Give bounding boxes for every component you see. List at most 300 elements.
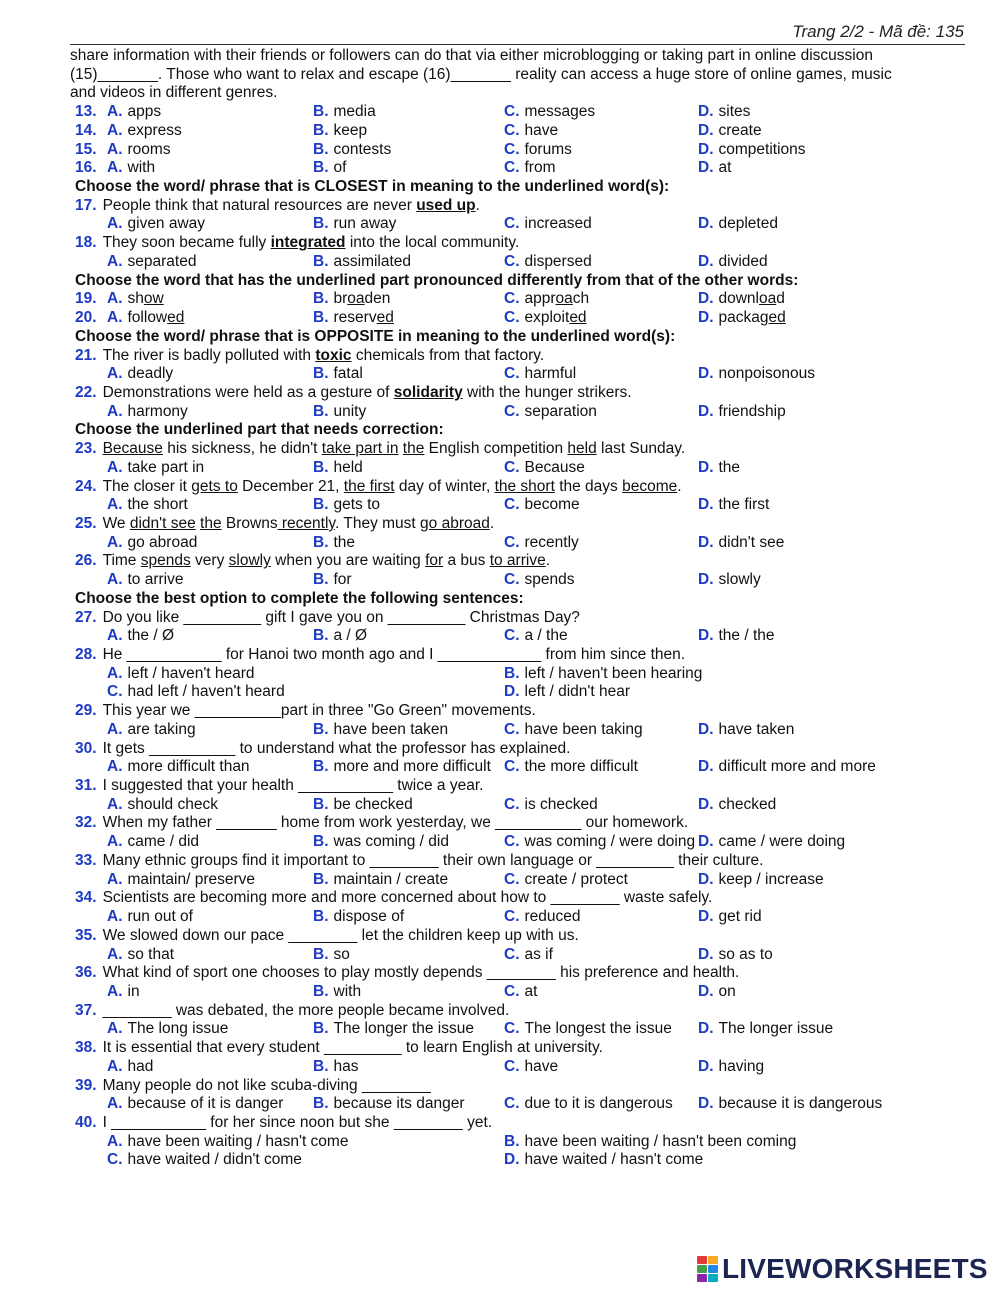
option-letter: A. <box>107 103 123 121</box>
option-letter: A. <box>107 290 123 308</box>
answer-option-b <box>504 665 702 684</box>
answer-option-d <box>698 103 750 122</box>
answer-option-a <box>107 290 313 309</box>
underlined-text: for <box>425 552 444 570</box>
answer-option-c <box>504 290 698 309</box>
option-letter: A. <box>107 627 123 645</box>
stem-text: . <box>545 552 551 570</box>
answer-option-b <box>313 871 504 890</box>
answer-option-c <box>107 683 504 702</box>
option-text: should check <box>127 795 218 813</box>
section-heading: Choose the best option to complete the following sentences: <box>75 589 524 607</box>
option-letter: C. <box>107 683 123 701</box>
answer-option-b <box>313 1020 504 1039</box>
option-letter: D. <box>698 121 714 139</box>
option-letter: D. <box>504 683 520 701</box>
section-heading: Choose the word/ phrase that is CLOSEST in meaning to the underlined word(s): <box>75 178 670 196</box>
option-letter: C. <box>504 908 520 926</box>
option-text: separation <box>524 402 597 420</box>
options-row <box>70 365 990 384</box>
key-term: integrated <box>270 234 346 252</box>
answer-option-a <box>107 1058 313 1077</box>
options-row <box>70 1020 990 1039</box>
options-row <box>70 796 990 815</box>
stem-text: chemicals from that factory. <box>351 346 545 364</box>
answer-option-d <box>698 833 845 852</box>
option-letter: A. <box>107 496 123 514</box>
option-text: keep / increase <box>718 870 824 888</box>
option-text: harmony <box>127 402 188 420</box>
options-row <box>70 665 990 684</box>
answer-option-d <box>504 1151 703 1170</box>
answer-option-c <box>504 721 698 740</box>
question-row <box>70 1114 990 1133</box>
option-letter: A. <box>107 252 123 270</box>
option-letter: B. <box>313 533 329 551</box>
option-text: came / were doing <box>718 833 846 851</box>
option-text: for <box>333 571 352 589</box>
underlined-text: recently <box>277 514 336 532</box>
option-letter: C. <box>504 1095 520 1113</box>
stem-text: day of winter, <box>394 477 495 495</box>
option-letter: A. <box>107 758 123 776</box>
logo-text: LIVEWORKSHEETS <box>722 1253 988 1284</box>
option-text-part: reserv <box>333 309 377 327</box>
question-row <box>70 1002 990 1021</box>
liveworksheets-logo[interactable] <box>697 1253 988 1285</box>
option-text: a / Ø <box>333 627 368 645</box>
question-number: 16. <box>75 159 97 177</box>
option-text: have <box>524 121 559 139</box>
stem-text: . <box>475 196 480 214</box>
option-text: have waited / hasn't come <box>524 1151 704 1169</box>
underlined-text: didn't see <box>129 514 196 532</box>
options-row <box>70 946 990 965</box>
option-text: create / protect <box>524 870 628 888</box>
answer-option-a <box>107 103 313 122</box>
option-text: because its danger <box>333 1095 465 1113</box>
answer-option-d <box>698 496 769 515</box>
answer-option-b <box>313 758 504 777</box>
answer-option-d <box>698 1095 882 1114</box>
option-text: contests <box>333 140 392 158</box>
option-text: of <box>333 159 347 177</box>
answer-option-b <box>313 365 504 384</box>
question-row <box>70 384 990 403</box>
answer-option-a <box>107 365 313 384</box>
option-letter: B. <box>313 627 329 645</box>
options-row <box>70 496 990 515</box>
option-text-part: d <box>776 290 785 308</box>
option-letter: D. <box>698 365 714 383</box>
stem-text: Many people do not like scuba-diving ________ <box>102 1076 431 1094</box>
underlined-text: the short <box>494 477 555 495</box>
underlined-text: ed <box>569 309 587 327</box>
answer-option-a <box>107 1020 313 1039</box>
answer-option-c <box>504 627 698 646</box>
stem-text: The river is badly polluted with <box>102 346 316 364</box>
answer-option-c <box>504 459 698 478</box>
option-letter: A. <box>107 664 123 682</box>
question-number: 23. <box>75 440 97 458</box>
option-text: maintain/ preserve <box>127 870 256 888</box>
answer-option-c <box>504 946 698 965</box>
question-row <box>70 1077 990 1096</box>
underlined-text: ed <box>376 309 394 327</box>
stem-text: What kind of sport one chooses to play mostly depends ________ his preference and health. <box>102 964 740 982</box>
answer-option-a <box>107 215 313 234</box>
option-letter: D. <box>698 290 714 308</box>
question-number: 13. <box>75 103 97 121</box>
option-letter: A. <box>107 870 123 888</box>
option-text: left / haven't been hearing <box>524 664 703 682</box>
option-text: had left / haven't heard <box>127 683 285 701</box>
option-text: deadly <box>127 365 174 383</box>
option-text: competitions <box>718 140 806 158</box>
answer-option-a <box>107 534 313 553</box>
option-text: due to it is dangerous <box>524 1095 673 1113</box>
answer-option-b <box>313 946 504 965</box>
answer-option-b <box>313 122 504 141</box>
option-letter: D. <box>698 720 714 738</box>
option-letter: D. <box>698 571 714 589</box>
option-letter: D. <box>698 215 714 233</box>
option-text-part: ch <box>572 290 590 308</box>
question-stem <box>103 777 484 794</box>
answer-option-b <box>504 1133 796 1152</box>
question-stem <box>103 852 764 869</box>
question-row <box>70 814 990 833</box>
option-text-part: br <box>333 290 348 308</box>
worksheet-content <box>70 47 990 1170</box>
option-text: the <box>333 533 356 551</box>
options-row <box>70 309 990 328</box>
stem-text: They soon became fully <box>102 234 271 252</box>
option-text: at <box>718 159 732 177</box>
option-text: unity <box>333 402 367 420</box>
options-row <box>70 403 990 422</box>
option-letter: C. <box>504 458 520 476</box>
answer-option-c <box>504 983 698 1002</box>
option-text: nonpoisonous <box>718 365 816 383</box>
question-row <box>70 234 990 253</box>
question-number: 19. <box>75 290 97 308</box>
stem-text: We <box>102 514 130 532</box>
option-text: the <box>718 458 741 476</box>
option-text: had <box>127 1057 154 1075</box>
answer-option-a <box>107 758 313 777</box>
options-row <box>70 833 990 852</box>
stem-text: into the local community. <box>345 234 520 252</box>
option-text <box>525 290 590 307</box>
option-text: recently <box>524 533 579 551</box>
option-text: are taking <box>127 720 196 738</box>
option-text: gets to <box>333 496 381 514</box>
answer-option-a <box>107 721 313 740</box>
question-stem <box>103 234 520 251</box>
stem-text: with the hunger strikers. <box>462 383 632 401</box>
option-text: go abroad <box>127 533 198 551</box>
answer-option-c <box>504 908 698 927</box>
answer-option-b <box>313 290 504 309</box>
underlined-text: take part in <box>321 440 399 458</box>
stem-text: People think that natural resources are never <box>102 196 417 214</box>
option-text <box>719 309 786 326</box>
option-text: have waited / didn't come <box>127 1151 302 1169</box>
option-letter: B. <box>313 309 329 327</box>
option-letter: D. <box>698 795 714 813</box>
option-letter: B. <box>313 252 329 270</box>
answer-option-c <box>504 1020 698 1039</box>
answer-option-d <box>698 290 785 309</box>
answer-option-b <box>313 159 504 178</box>
option-text: the short <box>127 496 188 514</box>
underlined-text: Because <box>102 440 163 458</box>
option-letter: C. <box>504 627 520 645</box>
answer-option-a <box>107 833 313 852</box>
answer-option-a <box>107 309 313 328</box>
question-row <box>70 777 990 796</box>
answer-option-d <box>698 365 815 384</box>
option-text: The long issue <box>127 1020 229 1038</box>
question-row <box>70 646 990 665</box>
question-row <box>70 927 990 946</box>
option-text: with <box>333 982 362 1000</box>
option-letter: C. <box>504 309 520 327</box>
option-text: the first <box>718 496 770 514</box>
option-text-part: follow <box>127 309 168 327</box>
option-text <box>719 290 785 307</box>
question-stem <box>103 964 740 981</box>
answer-option-b <box>313 627 504 646</box>
question-number: 34. <box>75 889 97 907</box>
options-row <box>70 721 990 740</box>
option-letter: C. <box>504 103 520 121</box>
option-text: dispose of <box>333 908 405 926</box>
options-row <box>70 983 990 1002</box>
option-letter: A. <box>107 140 123 158</box>
key-term: used up <box>416 196 476 214</box>
option-letter: D. <box>698 402 714 420</box>
answer-option-d <box>698 309 786 328</box>
question-row <box>70 478 990 497</box>
answer-option-b <box>313 796 504 815</box>
answer-option-a <box>107 403 313 422</box>
answer-option-d <box>698 1058 764 1077</box>
option-letter: D. <box>698 1020 714 1038</box>
options-row <box>70 534 990 553</box>
options-row <box>70 627 990 646</box>
answer-option-d <box>698 122 762 141</box>
answer-option-b <box>313 1058 504 1077</box>
answer-option-d <box>698 627 775 646</box>
option-letter: D. <box>698 870 714 888</box>
answer-option-d <box>698 796 776 815</box>
option-text: media <box>333 103 376 121</box>
answer-option-d <box>698 908 762 927</box>
stem-text: when you are waiting <box>270 552 426 570</box>
option-letter: A. <box>107 945 123 963</box>
option-letter: B. <box>313 1057 329 1075</box>
option-text: at <box>524 982 538 1000</box>
answer-option-b <box>313 496 504 515</box>
answer-option-a <box>107 571 313 590</box>
option-text: have been taken <box>333 720 449 738</box>
option-letter: D. <box>698 496 714 514</box>
option-text-part: appr <box>524 290 556 308</box>
option-letter: A. <box>107 1132 123 1150</box>
answer-option-a <box>107 1133 504 1152</box>
stem-text: the days <box>554 477 623 495</box>
option-letter: A. <box>107 1057 123 1075</box>
question-number: 20. <box>75 309 97 327</box>
stem-text: Do you like _________ gift I gave you on _________ Christmas Day? <box>102 608 580 626</box>
option-text: have been taking <box>524 720 643 738</box>
option-letter: C. <box>504 720 520 738</box>
option-text: the / the <box>718 627 775 645</box>
option-letter: B. <box>313 945 329 963</box>
option-letter: A. <box>107 309 123 327</box>
stem-text: last Sunday. <box>596 440 686 458</box>
stem-text: Demonstrations were held as a gesture of <box>102 383 394 401</box>
option-letter: C. <box>504 1057 520 1075</box>
option-letter: A. <box>107 908 123 926</box>
answer-option-a <box>107 627 313 646</box>
option-text: The longest the issue <box>524 1020 672 1038</box>
answer-option-b <box>313 1095 504 1114</box>
answer-option-d <box>698 571 761 590</box>
option-letter: C. <box>504 982 520 1000</box>
option-letter: C. <box>504 215 520 233</box>
option-letter: D. <box>698 1057 714 1075</box>
option-letter: D. <box>698 159 714 177</box>
answer-option-d <box>698 758 876 777</box>
key-term: toxic <box>315 346 352 364</box>
option-letter: B. <box>313 215 329 233</box>
section-heading: Choose the word that has the underlined part pronounced differently from that of the other words: <box>75 271 799 289</box>
option-letter: C. <box>504 833 520 851</box>
question-row <box>70 964 990 983</box>
question-number: 32. <box>75 814 97 832</box>
underlined-text: go abroad <box>420 514 490 532</box>
option-text: have <box>524 1057 559 1075</box>
option-text: the more difficult <box>524 758 638 776</box>
option-letter: B. <box>313 496 329 514</box>
answer-option-c <box>504 253 698 272</box>
answer-option-a <box>107 665 504 684</box>
answer-option-b <box>313 571 504 590</box>
question-number: 18. <box>75 234 97 252</box>
option-letter: B. <box>313 1020 329 1038</box>
logo-icon <box>697 1256 718 1282</box>
option-text: have been waiting / hasn't come <box>127 1132 349 1150</box>
option-text: be checked <box>333 795 413 813</box>
question-row <box>70 440 990 459</box>
answer-option-d <box>698 946 773 965</box>
question-row <box>70 347 990 366</box>
option-letter: C. <box>504 121 520 139</box>
option-letter: A. <box>107 402 123 420</box>
option-letter: B. <box>313 159 329 177</box>
option-text: dispersed <box>524 252 592 270</box>
option-letter: A. <box>107 833 123 851</box>
answer-option-c <box>504 159 698 178</box>
options-row <box>70 159 990 178</box>
question-number: 39. <box>75 1076 97 1094</box>
option-text: keep <box>333 121 368 139</box>
option-letter: A. <box>107 458 123 476</box>
option-text: a / the <box>524 627 568 645</box>
option-letter: C. <box>504 365 520 383</box>
answer-option-c <box>504 1058 698 1077</box>
section-heading: Choose the word/ phrase that is OPPOSITE in meaning to the underlined word(s): <box>75 327 676 345</box>
option-text: so as to <box>718 945 773 963</box>
option-letter: B. <box>313 290 329 308</box>
option-text: more and more difficult <box>333 758 491 776</box>
passage-line: share information with their friends or followers can do that via either microblogging or taking part in online discussion <box>70 47 873 64</box>
question-number: 36. <box>75 964 97 982</box>
underlined-text: ed <box>167 309 185 327</box>
option-text <box>525 309 587 326</box>
answer-option-a <box>107 983 313 1002</box>
underlined-text: ow <box>143 290 164 308</box>
question-number: 25. <box>75 514 97 532</box>
stem-text: He ___________ for Hanoi two month ago and I ____________ from him since then. <box>102 646 686 663</box>
option-letter: D. <box>698 533 714 551</box>
option-text: checked <box>718 795 777 813</box>
option-letter: A. <box>107 982 123 1000</box>
stem-text: We slowed down our pace ________ let the children keep up with us. <box>102 926 579 944</box>
option-letter: B. <box>313 982 329 1000</box>
option-text: run out of <box>127 908 193 926</box>
answer-option-c <box>504 122 698 141</box>
answer-option-a <box>107 122 313 141</box>
option-letter: C. <box>504 496 520 514</box>
stem-text: . They must <box>335 514 421 532</box>
option-text: become <box>524 496 580 514</box>
question-stem <box>103 1002 510 1019</box>
option-letter: C. <box>504 795 520 813</box>
underlined-text: the <box>200 514 222 532</box>
stem-text: a bus <box>443 552 490 570</box>
answer-option-c <box>504 534 698 553</box>
question-stem <box>103 347 545 364</box>
underlined-text: oa <box>759 290 777 308</box>
option-letter: C. <box>504 290 520 308</box>
underlined-text: oa <box>555 290 573 308</box>
answer-option-a <box>107 946 313 965</box>
question-stem <box>103 814 689 831</box>
option-letter: D. <box>698 103 714 121</box>
options-row <box>70 908 990 927</box>
options-row <box>70 290 990 309</box>
option-text: left / didn't hear <box>524 683 630 701</box>
option-letter: C. <box>504 533 520 551</box>
answer-option-c <box>504 141 698 160</box>
answer-option-d <box>698 215 778 234</box>
stem-text: The closer it <box>102 477 192 495</box>
answer-option-d <box>698 721 794 740</box>
option-text: forums <box>524 140 572 158</box>
answer-option-c <box>504 571 698 590</box>
option-text: The longer the issue <box>333 1020 474 1038</box>
header-rule <box>70 44 965 45</box>
underlined-text: spends <box>140 552 191 570</box>
option-letter: A. <box>107 1020 123 1038</box>
question-number: 22. <box>75 383 97 401</box>
options-row <box>70 683 990 702</box>
stem-text: very <box>190 552 229 570</box>
